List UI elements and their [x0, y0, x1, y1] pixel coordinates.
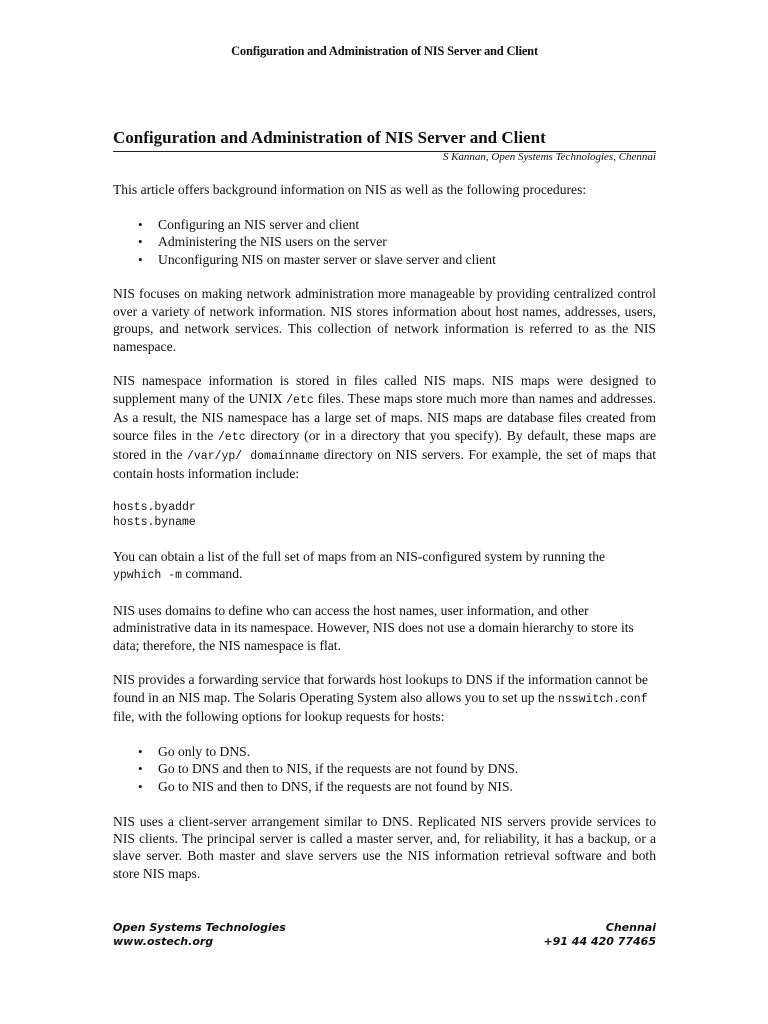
inline-code: ypwhich -m [113, 569, 183, 583]
paragraph-domains: NIS uses domains to define who can access the host names, user information, and other administrative data in its namespace. However, NIS does not use a domain hierarchy to store its data; therefore, the NIS namespace is flat. [113, 602, 634, 653]
text-run: directory (or in a directory that you specify). By default, these maps are stored in the [113, 427, 656, 463]
paragraph-ypwhich [113, 548, 656, 585]
article-title: Configuration and Administration of NIS Server and Client [113, 128, 656, 152]
procedures-list [113, 216, 656, 268]
byline: S Kannan, Open Systems Technologies, Chennai [442, 151, 656, 163]
running-header: Configuration and Administration of NIS Server and Client [231, 44, 538, 58]
paragraph-nis-maps [113, 372, 656, 482]
text-run: NIS provides a forwarding service that forwards host lookups to DNS if the information cannot be found in an NIS map. The Solaris Operating System also allows you to set up the [113, 672, 648, 705]
lookup-options-list [113, 743, 656, 795]
document-page [113, 0, 656, 1024]
footer-right [543, 921, 656, 949]
code-line: hosts.byaddr [113, 501, 196, 515]
list-item: • Unconfiguring NIS on master server or slave server and client [138, 251, 656, 268]
inline-code: nsswitch.conf [557, 692, 648, 706]
list-item: • Go only to DNS. [138, 743, 656, 760]
intro-paragraph: This article offers background information on NIS as well as the following procedures: [113, 182, 587, 197]
inline-code: /etc [286, 393, 314, 407]
list-item: • Administering the NIS users on the server [138, 233, 656, 250]
text-run: NIS namespace information is stored in files called NIS maps. NIS maps were designed to supplement many of the UNIX [113, 373, 656, 406]
text-run: You can obtain a list of the full set of maps from an NIS-configured system by running the [113, 548, 606, 564]
footer-website: www.ostech.org [113, 935, 214, 948]
inline-code: /var/yp/ domainname [187, 450, 320, 464]
footer-city: Chennai [605, 921, 656, 934]
inline-code: /etc [218, 430, 246, 444]
footer-company: Open Systems Technologies [113, 921, 286, 934]
text-run: file, with the following options for lookup requests for hosts: [113, 709, 445, 725]
paragraph-client-server: NIS uses a client-server arrangement similar to DNS. Replicated NIS servers provide services to NIS clients. The principal server is called a master server, and, for reliability, it has a backup, or a slave server. Both master and slave servers use the NIS information retrieval software and both store NIS maps. [113, 813, 656, 881]
text-run: directory on NIS servers. For example, the set of maps that contain hosts information include: [113, 447, 656, 482]
paragraph-forwarding [113, 671, 656, 725]
text-run: files. These maps store much more than names and addresses. As a result, the NIS namespace has a large set of maps. NIS maps are database files created from source files in the [113, 390, 657, 443]
code-line: hosts.byname [113, 516, 196, 530]
list-item: • Configuring an NIS server and client [138, 216, 656, 233]
text-run: command. [182, 566, 243, 582]
footer-left [113, 921, 286, 949]
list-item: • Go to NIS and then to DNS, if the requests are not found by NIS. [138, 778, 656, 795]
article-body [113, 181, 656, 882]
paragraph-nis-focus: NIS focuses on making network administration more manageable by providing centralized control over a variety of network information. NIS stores information about host names, addresses, users, groups, and network services. This collection of network information is referred to as the NIS namespace. [113, 286, 656, 354]
maps-code-block [113, 500, 656, 530]
list-item: • Go to DNS and then to NIS, if the requests are not found by DNS. [138, 760, 656, 777]
footer-phone: +91 44 420 77465 [543, 935, 656, 948]
